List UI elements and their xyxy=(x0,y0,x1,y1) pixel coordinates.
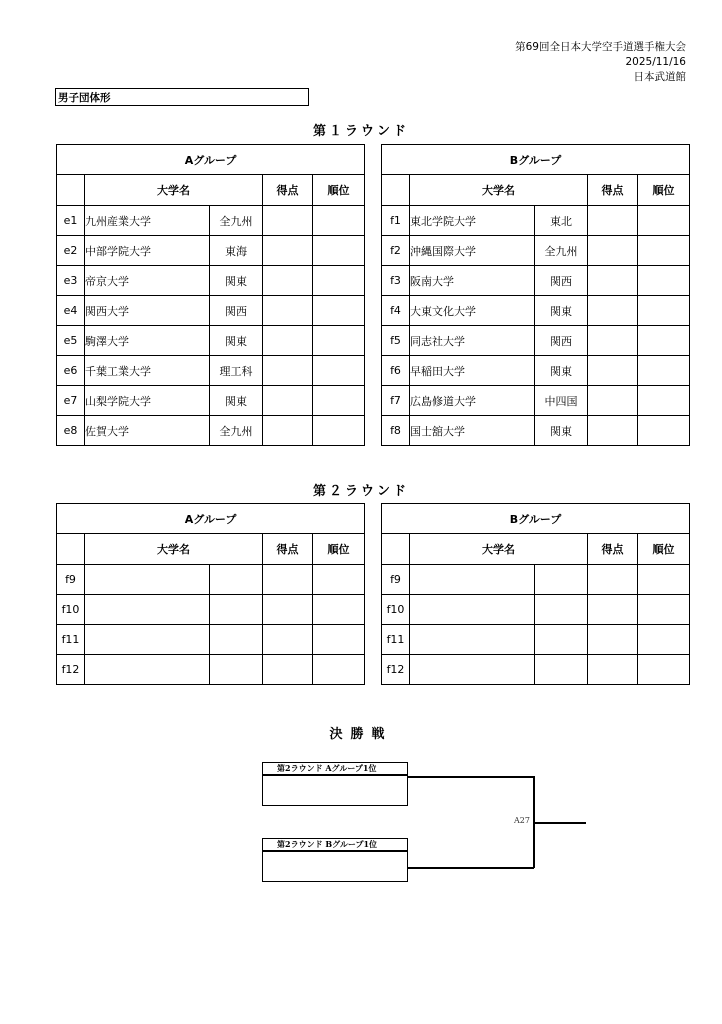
score-cell xyxy=(588,326,638,356)
entry-id: e1 xyxy=(57,206,85,236)
score-cell xyxy=(588,416,638,446)
university-name: 沖縄国際大学 xyxy=(410,236,535,266)
round2-title: 第２ラウンド xyxy=(312,484,409,499)
entry-id: f12 xyxy=(382,655,410,685)
region: 全九州 xyxy=(535,236,588,266)
entry-id: e3 xyxy=(57,266,85,296)
table-row xyxy=(57,655,365,685)
entry-id: f7 xyxy=(382,386,410,416)
table-row xyxy=(57,266,365,296)
table-row xyxy=(57,565,365,595)
document-header xyxy=(515,40,686,85)
col-university: 大学名 xyxy=(410,534,588,565)
table-row xyxy=(57,206,365,236)
group-title: Bグループ xyxy=(382,145,690,175)
header-blank xyxy=(382,175,410,206)
table-row xyxy=(382,206,690,236)
table-row xyxy=(382,266,690,296)
university-name: 関西大学 xyxy=(85,296,210,326)
score-cell xyxy=(263,416,313,446)
entry-id: f11 xyxy=(382,625,410,655)
table-row xyxy=(382,565,690,595)
col-score: 得点 xyxy=(263,534,313,565)
entry-id: f11 xyxy=(57,625,85,655)
final-slot-b-box xyxy=(262,851,408,882)
region: 全九州 xyxy=(210,206,263,236)
university-name: 駒澤大学 xyxy=(85,326,210,356)
group-title: Aグループ xyxy=(57,504,365,534)
col-university: 大学名 xyxy=(410,175,588,206)
entry-id: f9 xyxy=(382,565,410,595)
score-cell xyxy=(263,266,313,296)
score-cell xyxy=(263,296,313,326)
entry-id: e5 xyxy=(57,326,85,356)
university-name: 九州産業大学 xyxy=(85,206,210,236)
score-cell xyxy=(263,356,313,386)
bracket-line-winner xyxy=(534,822,586,824)
region: 東海 xyxy=(210,236,263,266)
region: 中四国 xyxy=(535,386,588,416)
table-row xyxy=(382,326,690,356)
table-row xyxy=(57,326,365,356)
score-cell xyxy=(588,386,638,416)
score-cell xyxy=(263,625,313,655)
rank-cell xyxy=(313,625,365,655)
university-name: 山梨学院大学 xyxy=(85,386,210,416)
region: 関東 xyxy=(535,356,588,386)
table-row xyxy=(382,386,690,416)
rank-cell xyxy=(638,595,690,625)
rank-cell xyxy=(313,386,365,416)
region: 関東 xyxy=(535,416,588,446)
rank-cell xyxy=(638,565,690,595)
score-cell xyxy=(588,356,638,386)
tournament-venue: 日本武道館 xyxy=(633,71,686,83)
score-cell xyxy=(588,625,638,655)
score-cell xyxy=(263,326,313,356)
tournament-date: 2025/11/16 xyxy=(625,56,686,68)
region: 関東 xyxy=(210,266,263,296)
rank-cell xyxy=(638,655,690,685)
university-name: 同志社大学 xyxy=(410,326,535,356)
col-university: 大学名 xyxy=(85,534,263,565)
entry-id: f10 xyxy=(57,595,85,625)
university-name xyxy=(410,625,535,655)
rank-cell xyxy=(313,416,365,446)
table-row xyxy=(57,386,365,416)
region xyxy=(535,625,588,655)
region: 東北 xyxy=(535,206,588,236)
rank-cell xyxy=(313,595,365,625)
entry-id: f9 xyxy=(57,565,85,595)
rank-cell xyxy=(638,266,690,296)
rank-cell xyxy=(313,326,365,356)
header-blank xyxy=(57,175,85,206)
university-name: 早稲田大学 xyxy=(410,356,535,386)
entry-id: e8 xyxy=(57,416,85,446)
score-cell xyxy=(588,565,638,595)
region xyxy=(210,655,263,685)
col-rank: 順位 xyxy=(313,175,365,206)
region: 関東 xyxy=(210,386,263,416)
round1-group-a-table xyxy=(56,144,365,446)
university-name: 阪南大学 xyxy=(410,266,535,296)
rank-cell xyxy=(313,206,365,236)
entry-id: f6 xyxy=(382,356,410,386)
university-name xyxy=(85,565,210,595)
score-cell xyxy=(263,595,313,625)
university-name: 広島修道大学 xyxy=(410,386,535,416)
round1-group-b-table xyxy=(381,144,690,446)
col-score: 得点 xyxy=(588,534,638,565)
header-blank xyxy=(57,534,85,565)
final-slot-a-label: 第2ラウンド Aグループ1位 xyxy=(262,762,408,775)
group-title: Aグループ xyxy=(57,145,365,175)
header-blank xyxy=(382,534,410,565)
region xyxy=(535,565,588,595)
entry-id: f1 xyxy=(382,206,410,236)
university-name: 佐賀大学 xyxy=(85,416,210,446)
score-cell xyxy=(588,266,638,296)
tournament-name: 第69回全日本大学空手道選手権大会 xyxy=(515,41,686,53)
col-rank: 順位 xyxy=(638,534,690,565)
col-score: 得点 xyxy=(263,175,313,206)
rank-cell xyxy=(638,206,690,236)
university-name xyxy=(85,625,210,655)
university-name xyxy=(410,595,535,625)
rank-cell xyxy=(638,236,690,266)
table-row xyxy=(382,236,690,266)
round2-group-a-table xyxy=(56,503,365,685)
entry-id: e2 xyxy=(57,236,85,266)
round2-group-b-table xyxy=(381,503,690,685)
final-slot-a-box xyxy=(262,775,408,806)
university-name xyxy=(85,595,210,625)
rank-cell xyxy=(313,236,365,266)
entry-id: f4 xyxy=(382,296,410,326)
region: 関西 xyxy=(210,296,263,326)
region xyxy=(210,565,263,595)
rank-cell xyxy=(313,266,365,296)
region xyxy=(210,595,263,625)
rank-cell xyxy=(638,296,690,326)
score-cell xyxy=(588,595,638,625)
university-name: 大東文化大学 xyxy=(410,296,535,326)
rank-cell xyxy=(638,386,690,416)
score-cell xyxy=(588,236,638,266)
score-cell xyxy=(263,386,313,416)
university-name: 中部学院大学 xyxy=(85,236,210,266)
entry-id: f5 xyxy=(382,326,410,356)
score-cell xyxy=(263,565,313,595)
region: 関西 xyxy=(535,326,588,356)
rank-cell xyxy=(638,416,690,446)
entry-id: f12 xyxy=(57,655,85,685)
region: 全九州 xyxy=(210,416,263,446)
score-cell xyxy=(263,236,313,266)
table-row xyxy=(382,625,690,655)
table-row xyxy=(57,625,365,655)
group-title: Bグループ xyxy=(382,504,690,534)
university-name xyxy=(410,655,535,685)
university-name xyxy=(410,565,535,595)
region: 関東 xyxy=(535,296,588,326)
score-cell xyxy=(263,655,313,685)
entry-id: f10 xyxy=(382,595,410,625)
table-row xyxy=(57,236,365,266)
university-name: 国士舘大学 xyxy=(410,416,535,446)
final-title: 決勝戦 xyxy=(329,727,393,742)
col-score: 得点 xyxy=(588,175,638,206)
score-cell xyxy=(263,206,313,236)
university-name: 千葉工業大学 xyxy=(85,356,210,386)
entry-id: f8 xyxy=(382,416,410,446)
rank-cell xyxy=(313,655,365,685)
entry-id: e4 xyxy=(57,296,85,326)
university-name xyxy=(85,655,210,685)
table-row xyxy=(57,595,365,625)
rank-cell xyxy=(638,356,690,386)
entry-id: e6 xyxy=(57,356,85,386)
score-cell xyxy=(588,296,638,326)
region: 理工科 xyxy=(210,356,263,386)
table-row xyxy=(382,296,690,326)
match-id: A27 xyxy=(514,816,530,825)
score-cell xyxy=(588,206,638,236)
bracket-line-a xyxy=(408,776,534,778)
table-row xyxy=(382,416,690,446)
col-rank: 順位 xyxy=(638,175,690,206)
bracket-line-b xyxy=(408,867,534,869)
table-row xyxy=(57,416,365,446)
entry-id: e7 xyxy=(57,386,85,416)
table-row xyxy=(382,655,690,685)
entry-id: f2 xyxy=(382,236,410,266)
region xyxy=(210,625,263,655)
region xyxy=(535,595,588,625)
col-rank: 順位 xyxy=(313,534,365,565)
score-cell xyxy=(588,655,638,685)
event-name: 男子団体形 xyxy=(55,88,309,106)
table-row xyxy=(382,356,690,386)
col-university: 大学名 xyxy=(85,175,263,206)
university-name: 帝京大学 xyxy=(85,266,210,296)
round1-title: 第１ラウンド xyxy=(312,124,409,139)
table-row xyxy=(57,356,365,386)
table-row xyxy=(57,296,365,326)
final-slot-b-label: 第2ラウンド Bグループ1位 xyxy=(262,838,408,851)
region xyxy=(535,655,588,685)
entry-id: f3 xyxy=(382,266,410,296)
university-name: 東北学院大学 xyxy=(410,206,535,236)
region: 関西 xyxy=(535,266,588,296)
rank-cell xyxy=(313,356,365,386)
rank-cell xyxy=(313,296,365,326)
rank-cell xyxy=(638,625,690,655)
table-row xyxy=(382,595,690,625)
rank-cell xyxy=(313,565,365,595)
region: 関東 xyxy=(210,326,263,356)
rank-cell xyxy=(638,326,690,356)
